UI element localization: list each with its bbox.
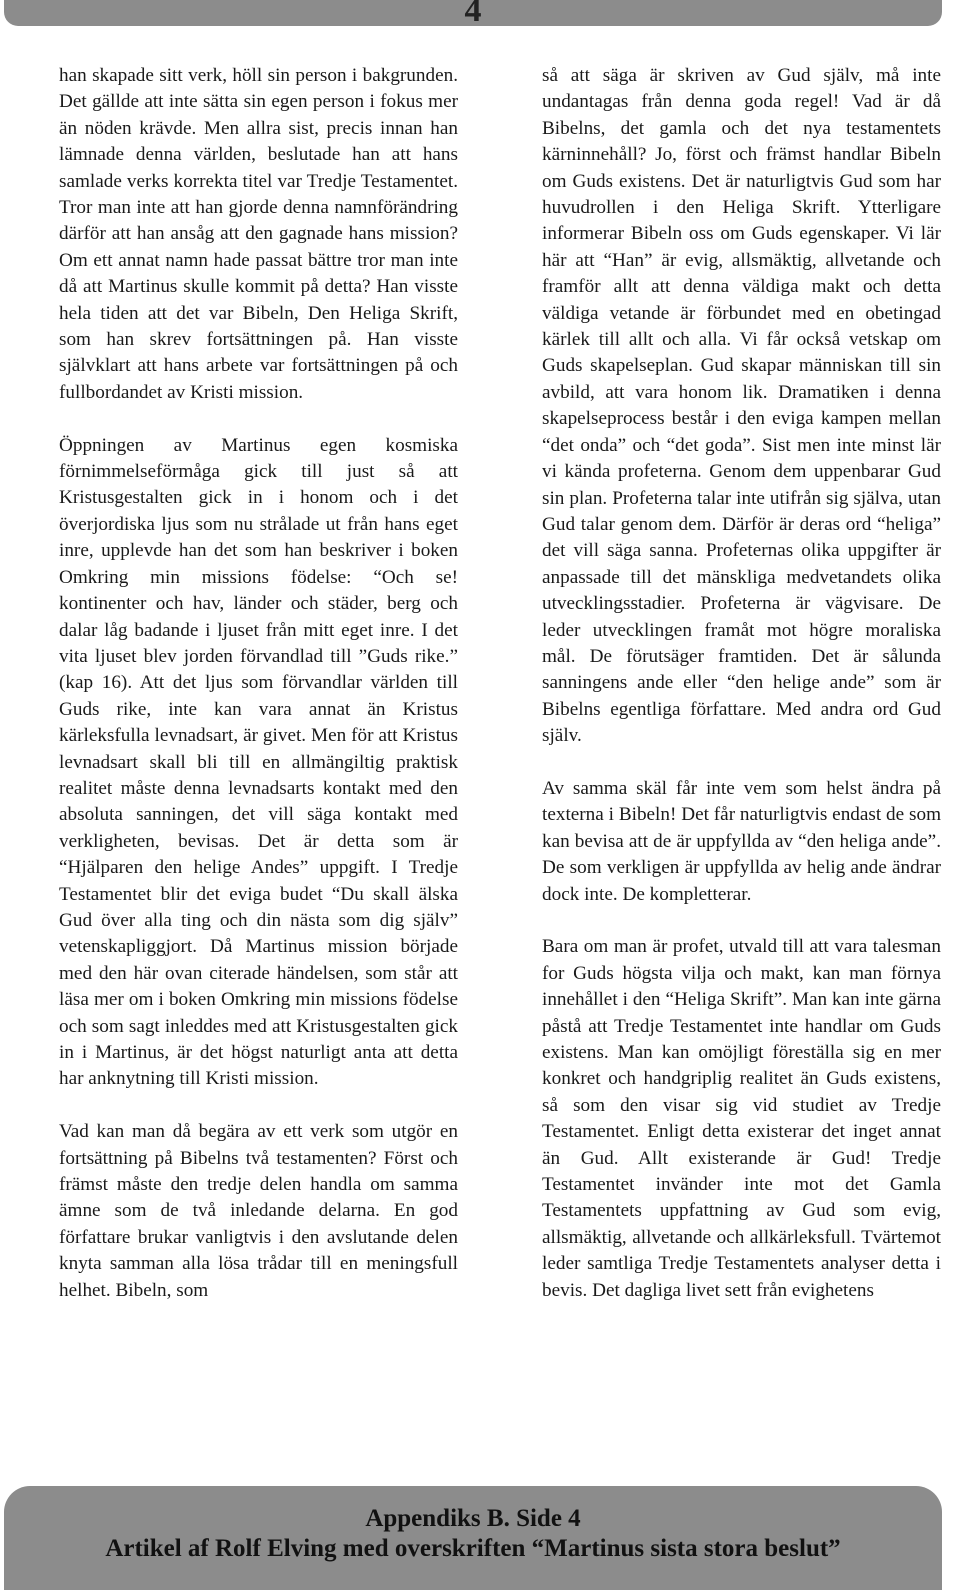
- footer-subtitle: Artikel af Rolf Elving med overskriften “Martinus sista stora beslut”: [105, 1535, 841, 1562]
- paragraph: Vad kan man då begära av ett verk som utgör en fortsättning på Bibelns två testamenten? Först och främst måste den tredje delen handla om samma ämne som de två inledande delarna. En god författare brukar vanligtvis i den avslutande delen knyta samman alla lösa trådar till en meningsfull helhet. Bibeln, som: [59, 1121, 458, 1301]
- paragraph: Öppningen av Martinus egen kosmiska förnimmelseförmåga gick till just så att Kristusgestalten gick in i honom och i det överjordiska ljus som nu strålade ut från hans eget inre, upplevde han det som han beskriver i boken Omkring min missions födelse: “Och se! kontinenter och hav, länder och städer, berg och dalar låg badande i ljuset från mitt eget inre. I det vita ljuset blev jorden förvandlad till ”Guds rike.” (kap 16). Att det ljus som förvandlar världen till Guds rike, inte kan vara annat än Kristus kärleksfulla levnadsart, är givet. Men för att Kristus levnadsart skall bli till en allmängiltig praktisk realitet måste denna levnadsarts kontakt med den absoluta sanningen, det vill säga kontakt med verkligheten, bevisas. Det är detta som är “Hjälparen den helige Andes” uppgift. I Tredje Testamentet blir det eviga budet “Du skall älska Gud över alla ting och din nästa som dig själv” vetenskapliggjort. Då Martinus mission började med den här ovan citerade händelsen, som står att läsa mer om i boken Omkring min missions födelse och som sagt inleddes med att Kristusgestalten gick in i Martinus, är det högst naturligt anta att detta har anknytning till Kristi mission.: [59, 434, 458, 1090]
- paragraph: han skapade sitt verk, höll sin person i bakgrunden. Det gällde att inte sätta sin egen person i fokus mer än nöden krävde. Men allra sist, precis innan han lämnade denna världen, beslutade han att hans samlade verks korrekta titel var Tredje Testamentet. Tror man inte att han gjorde denna namnförändring därför att han ansåg att den gagnade hans mission? Om ett annat namn hade passat bättre tror man inte då att Martinus skulle kommit på detta? Han visste hela tiden att det var Bibeln, Den Heliga Skrift, som han skrev fortsättningen på. Han visste självklart att hans arbete var fortsättningen på och fullbordandet av Kristi mission.: [59, 65, 458, 403]
- paragraph: Av samma skäl får inte vem som helst ändra på texterna i Bibeln! Det får naturligtvis endast de som kan bevisa att de är uppfyllda av “den heliga ande”. De som verkligen är uppfyllda av helig ande ändrar dock inte. De kompletterar.: [542, 777, 941, 905]
- right-column: [542, 63, 941, 1304]
- left-column: [59, 63, 458, 1304]
- footer-bar: [4, 1486, 942, 1590]
- page-number: 4: [464, 0, 482, 29]
- paragraph: så att säga är skriven av Gud själv, må inte undantagas från denna goda regel! Vad är då Bibelns, det gamla och det nya testamentets kärninnehåll? Jo, först och främst handlar Bibeln om Guds existens. Det är naturligtvis Gud som har huvudrollen i den Heliga Skrift. Ytterligare informerar Bibeln oss om Guds egenskaper. Vi lär här att “Han” är evig, allsmäktig, allvetande och framför allt att denna väldiga makt och detta väldiga vetande är förbundet med en obetingad kärlek till allt och alla. Vi får också vetskap om Guds skapelseplan. Gud skapar människan till sin avbild, att vara honom lik. Dramatiken i denna skapelseprocess består i den eviga kampen mellan “det onda” och “det goda”. Sist men inte minst lär vi kända profeterna. Genom dem uppenbarar Gud sin plan. Profeterna talar inte utifrån sig själva, utan Gud talar genom dem. Därför är deras ord “heliga” det vill säga sanna. Profeternas olika uppgifter är anpassade till det mänskliga medvetandets olika utvecklingsstadier. Profeterna är vägvisare. De leder utvecklingen framåt mot högre moraliska mål. De förutsäger framtiden. Det är sålunda sanningens ande eller “den helige ande” som är Bibelns egentliga författare. Med andra ord Gud själv.: [542, 65, 941, 747]
- footer-title: Appendiks B. Side 4: [365, 1505, 581, 1532]
- paragraph: Bara om man är profet, utvald till att vara talesman for Guds högsta vilja och makt, kan man förnya innehållet i den “Heliga Skrift”. Man kan inte gärna påstå att Tredje Testamentet inte handlar om Guds existens. Man kan omöjligt föreställa sig en mer konkret och handgriplig realitet än Guds existens, så som den visar sig vid studiet av Tredje Testamentet. Enligt detta existerar det inget annat än Gud. Allt existerande är Gud! Tredje Testamentet invänder inte mot det Gamla Testamentets uppfattning av Gud som evig, allsmäktig, allvetande och allkärleksfull. Tvärtemot leder samtliga Tredje Testamentets analyser detta i bevis. Det dagliga livet sett från evighetens: [542, 936, 941, 1301]
